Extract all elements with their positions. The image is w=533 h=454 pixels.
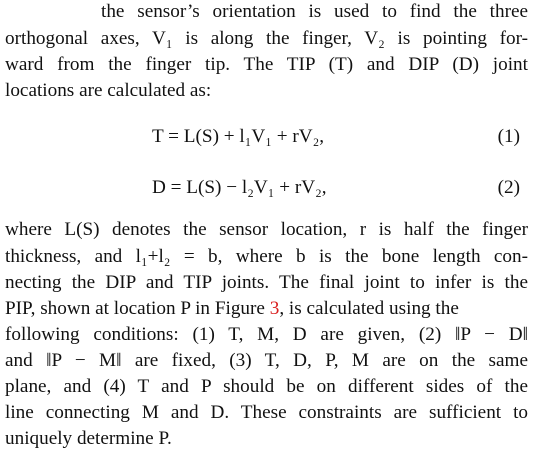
paragraph2-line-2: thickness, and l₁+l₂ = b, where b is the bone length con- — [5, 246, 528, 267]
paragraph1-line-1: the sensor’s orientation is used to find the three — [101, 1, 528, 22]
paragraph2-line-8: line connecting M and D. These constraints are sufficient to — [5, 402, 528, 423]
paragraph2-line-3: necting the DIP and TIP joints. The final joint to infer is the — [5, 272, 528, 293]
paragraph2-line-6: and ‖P − M‖ are fixed, (3) T, D, P, M are on the same — [5, 350, 528, 371]
paragraph2-line-1: where L(S) denotes the sensor location, r is half the finger — [5, 219, 528, 240]
paragraph2-line-4 — [5, 297, 528, 321]
equation-1: T = L(S) + l₁V₁ + rV₂, — [152, 126, 325, 147]
paragraph1-line-3: ward from the finger tip. The TIP (T) and DIP (D) joint — [5, 54, 528, 75]
paragraph2-line-4-text: PIP, shown at location P in Figure — [5, 298, 270, 319]
figure-reference-link[interactable]: 3 — [269, 298, 280, 319]
equation-1-number: (1) — [497, 126, 520, 147]
paragraph2-line-7: plane, and (4) T and P should be on different sides of the — [5, 376, 528, 397]
paragraph2-line-4-tail: , is calculated using the — [279, 298, 459, 319]
equation-2-number: (2) — [497, 177, 520, 198]
paragraph2-line-5: following conditions: (1) T, M, D are given, (2) ‖P − D‖ — [5, 324, 528, 345]
paragraph2-line-9: uniquely determine P. — [5, 428, 172, 449]
paragraph1-line-4: locations are calculated as: — [5, 80, 212, 101]
equation-2: D = L(S) − l₂V₁ + rV₂, — [152, 177, 327, 198]
paragraph1-line-2: orthogonal axes, V₁ is along the finger, V₂ is pointing for- — [5, 28, 528, 49]
